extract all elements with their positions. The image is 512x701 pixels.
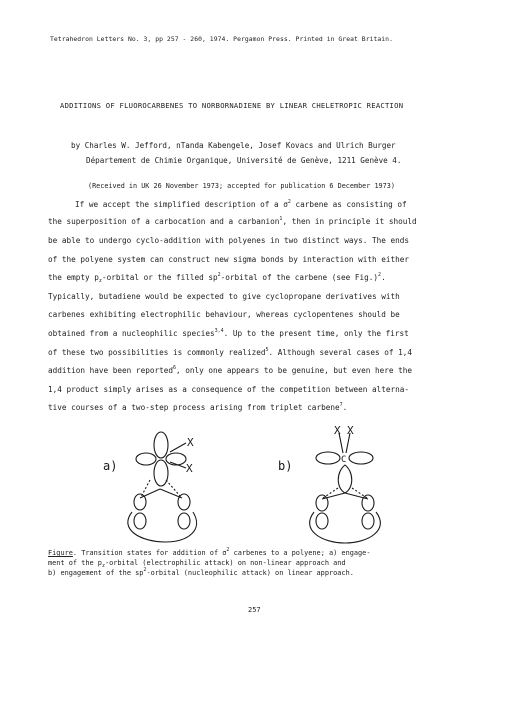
polyene-left-p-upper	[316, 495, 328, 511]
sp2-orbital-left-lobe	[136, 453, 156, 465]
atom-x-b-left: X	[334, 424, 341, 437]
polyene-backbone-arc	[310, 512, 381, 543]
carbene-carbon: C	[341, 455, 347, 465]
paragraph-line-8: obtained from a nucleophilic species$^{3,4}$. Up to the present time, only the first	[48, 328, 409, 338]
caption-line-3: b) engagement of the $sp^2$-orbital (nucleophilic attack) on linear approach.	[48, 567, 354, 577]
sp2-orbital-right-lobe	[166, 453, 186, 465]
paragraph-line-5: the empty $p_z$-orbital or the filled $sp^2$-orbital of the carbene (see Fig.)$^2$.	[48, 272, 386, 284]
polyene-left-p-upper	[134, 494, 146, 510]
polyene-bond-2	[160, 489, 182, 498]
polyene-left-p-lower	[134, 513, 146, 529]
atom-x-b-right: X	[347, 424, 354, 437]
atom-x-a-upper: X	[187, 436, 194, 449]
paragraph-line-3: be able to undergo cyclo-addition with polyenes in two distinct ways. The ends	[48, 236, 410, 245]
diagram-b	[310, 433, 381, 543]
figure-caption-label: Figure	[48, 549, 73, 557]
paragraph-line-11: 1,4 product simply arises as a consequence of the competition between alterna-	[48, 385, 410, 394]
paragraph-line-1: If we accept the simplified description of a $\sigma^2$ carbene as consisting of	[75, 199, 407, 209]
polyene-right-p-lower	[178, 513, 190, 529]
pz-orbital-right-lobe	[349, 452, 373, 464]
caption-line-2: ment of the $p_z$-orbital (electrophilic attack) on non-linear approach and	[48, 559, 346, 569]
atom-x-a-lower: X	[186, 462, 193, 475]
pz-orbital-top-lobe	[154, 432, 168, 458]
figure-label-a: a)	[103, 459, 118, 473]
polyene-left-p-lower	[316, 513, 328, 529]
figure-label-b: b)	[278, 459, 293, 473]
pz-orbital-left-lobe	[316, 452, 340, 464]
caption-line-1: Figure. Transition states for addition of $\sigma^2$ carbenes to a polyene; a) engage-	[48, 547, 371, 557]
polyene-right-p-upper	[362, 495, 374, 511]
page-number: 257	[248, 606, 261, 614]
polyene-backbone-arc	[128, 512, 197, 542]
paragraph-line-4: of the polyene system can construct new sigma bonds by interaction with either	[48, 255, 410, 264]
paragraph-line-2: the superposition of a carbocation and a carbanion$^1$, then in principle it should	[48, 216, 417, 226]
polyene-right-p-upper	[178, 494, 190, 510]
authors: by Charles W. Jefford, nTanda Kabengele, Josef Kovacs and Ulrich Burger	[71, 141, 396, 150]
journal-header: Tetrahedron Letters No. 3, pp 257 - 260, 1974. Pergamon Press. Printed in Great Britain.	[50, 35, 393, 43]
article-title: ADDITIONS OF FLUOROCARBENES TO NORBORNADIENE BY LINEAR CHELETROPIC REACTION	[60, 101, 404, 110]
received-date: (Received in UK 26 November 1973; accepted for publication 6 December 1973)	[88, 182, 395, 190]
paragraph-line-9: of these two possibilities is commonly realized$^5$. Although several cases of 1,4	[48, 347, 413, 357]
c-x-bond-upper	[170, 443, 186, 452]
paragraph-line-7: carbenes exhibiting electrophilic behaviour, whereas cyclopentenes should be	[48, 310, 400, 319]
affiliation: Département de Chimie Organique, Université de Genève, 1211 Genève 4.	[86, 156, 402, 165]
paragraph-line-6: Typically, butadiene would be expected to give cyclopropane derivatives with	[48, 292, 400, 301]
pz-orbital-bottom-lobe	[154, 460, 168, 486]
polyene-bond-1	[140, 489, 160, 498]
sp2-orbital-lobe	[338, 465, 352, 493]
paragraph-line-10: addition have been reported$^6$, only one appears to be genuine, but even here the	[48, 365, 413, 375]
polyene-right-p-lower	[362, 513, 374, 529]
paragraph-line-12: tive courses of a two-step process arising from triplet carbene$^7$.	[48, 402, 348, 412]
